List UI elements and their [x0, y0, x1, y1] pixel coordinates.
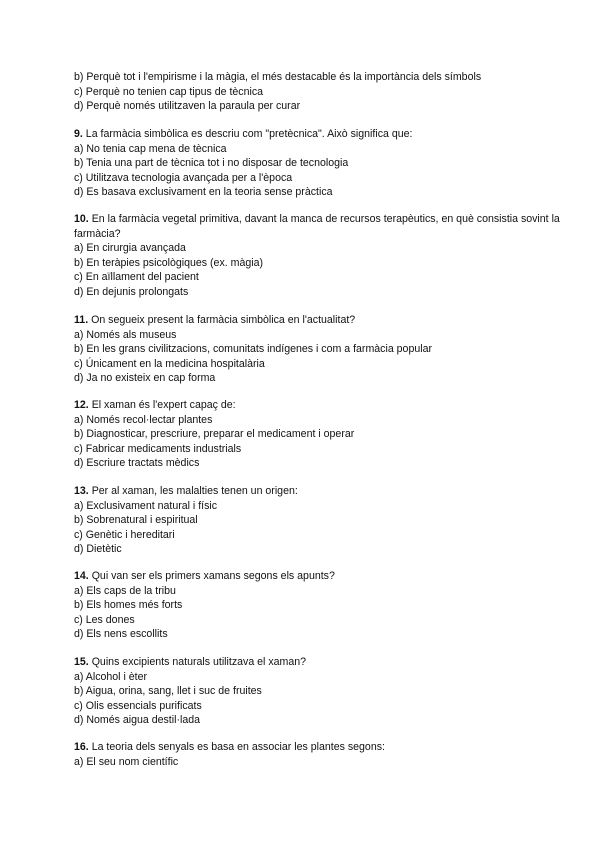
option-b: b) En les grans civilitzacions, comunitats indígenes i com a farmàcia popular: [74, 343, 432, 356]
option-c: c) Perquè no tenien cap tipus de tècnica: [74, 85, 264, 98]
option-b: b) Els homes més forts: [74, 599, 183, 612]
question-9: [74, 127, 560, 200]
question-number: 16.: [74, 741, 89, 753]
question-14: [74, 569, 560, 642]
question-prompt: La teoria dels senyals es basa en associar les plantes segons:: [91, 741, 385, 753]
option-a: a) Només recol·lectar plantes: [74, 413, 213, 426]
question-15: [74, 655, 560, 728]
question-text: [74, 398, 560, 413]
question-number: 13.: [74, 485, 89, 497]
option-a: a) Els caps de la tribu: [74, 584, 176, 597]
option-c: c) Fabricar medicaments industrials: [74, 442, 242, 455]
option-b: b) En teràpies psicològiques (ex. màgia): [74, 256, 264, 269]
option-c: c) Utilitzava tecnologia avançada per a l'època: [74, 171, 293, 184]
option-a: a) Exclusivament natural i físic: [74, 499, 218, 512]
option-c: c) Genètic i hereditari: [74, 528, 175, 541]
question-number: 14.: [74, 570, 89, 582]
intro-options: [74, 70, 560, 114]
question-text: [74, 655, 560, 670]
question-11: [74, 313, 560, 386]
question-12: [74, 398, 560, 471]
option-d: d) Ja no existeix en cap forma: [74, 372, 216, 385]
option-d: d) Només aigua destil·lada: [74, 714, 201, 727]
question-10: [74, 212, 560, 300]
question-prompt: En la farmàcia vegetal primitiva, davant la manca de recursos terapèutics, en què consistia sovint la farmàcia?: [74, 213, 560, 240]
question-13: [74, 484, 560, 557]
option-d: d) Perquè només utilitzaven la paraula per curar: [74, 100, 301, 113]
question-text: [74, 569, 560, 584]
question-number: 9.: [74, 128, 83, 140]
option-b: b) Perquè tot i l'empirisme i la màgia, el més destacable és la importància dels símbols: [74, 71, 482, 83]
question-text: [74, 212, 560, 241]
option-a: a) Alcohol i èter: [74, 670, 148, 683]
option-a: a) El seu nom científic: [74, 755, 179, 768]
question-16: [74, 740, 560, 769]
question-prompt: Qui van ser els primers xamans segons els apunts?: [91, 570, 335, 582]
question-text: [74, 313, 560, 328]
option-d: d) Escriure tractats mèdics: [74, 457, 200, 470]
option-c: c) Olis essencials purificats: [74, 699, 202, 712]
question-prompt: On segueix present la farmàcia simbòlica en l'actualitat?: [91, 314, 356, 326]
question-prompt: El xaman és l'expert capaç de:: [91, 399, 236, 411]
option-d: d) En dejunis prolongats: [74, 285, 189, 298]
question-prompt: Quins excipients naturals utilitzava el xaman?: [91, 656, 307, 668]
question-prompt: Per al xaman, les malalties tenen un origen:: [91, 485, 298, 497]
question-number: 10.: [74, 213, 89, 225]
option-c: c) En aïllament del pacient: [74, 271, 199, 284]
question-prompt: La farmàcia simbòlica es descriu com "pretècnica". Això significa que:: [85, 128, 413, 140]
question-text: [74, 484, 560, 499]
option-d: d) Es basava exclusivament en la teoria sense pràctica: [74, 186, 333, 199]
option-c: c) Les dones: [74, 613, 135, 626]
option-a: a) Només als museus: [74, 328, 177, 341]
option-b: b) Diagnosticar, prescriure, preparar el medicament i operar: [74, 428, 355, 441]
option-c: c) Únicament en la medicina hospitalària: [74, 357, 265, 370]
question-number: 15.: [74, 656, 89, 668]
question-text: [74, 740, 560, 755]
option-b: b) Aigua, orina, sang, llet i suc de fruites: [74, 685, 262, 698]
option-d: d) Dietètic: [74, 543, 122, 556]
question-number: 12.: [74, 399, 89, 411]
option-a: a) En cirurgia avançada: [74, 242, 186, 255]
question-number: 11.: [74, 314, 89, 326]
option-d: d) Els nens escollits: [74, 628, 168, 641]
question-text: [74, 127, 560, 142]
option-b: b) Sobrenatural i espiritual: [74, 514, 198, 527]
option-b: b) Tenia una part de tècnica tot i no disposar de tecnologia: [74, 157, 349, 170]
option-a: a) No tenia cap mena de tècnica: [74, 142, 227, 155]
